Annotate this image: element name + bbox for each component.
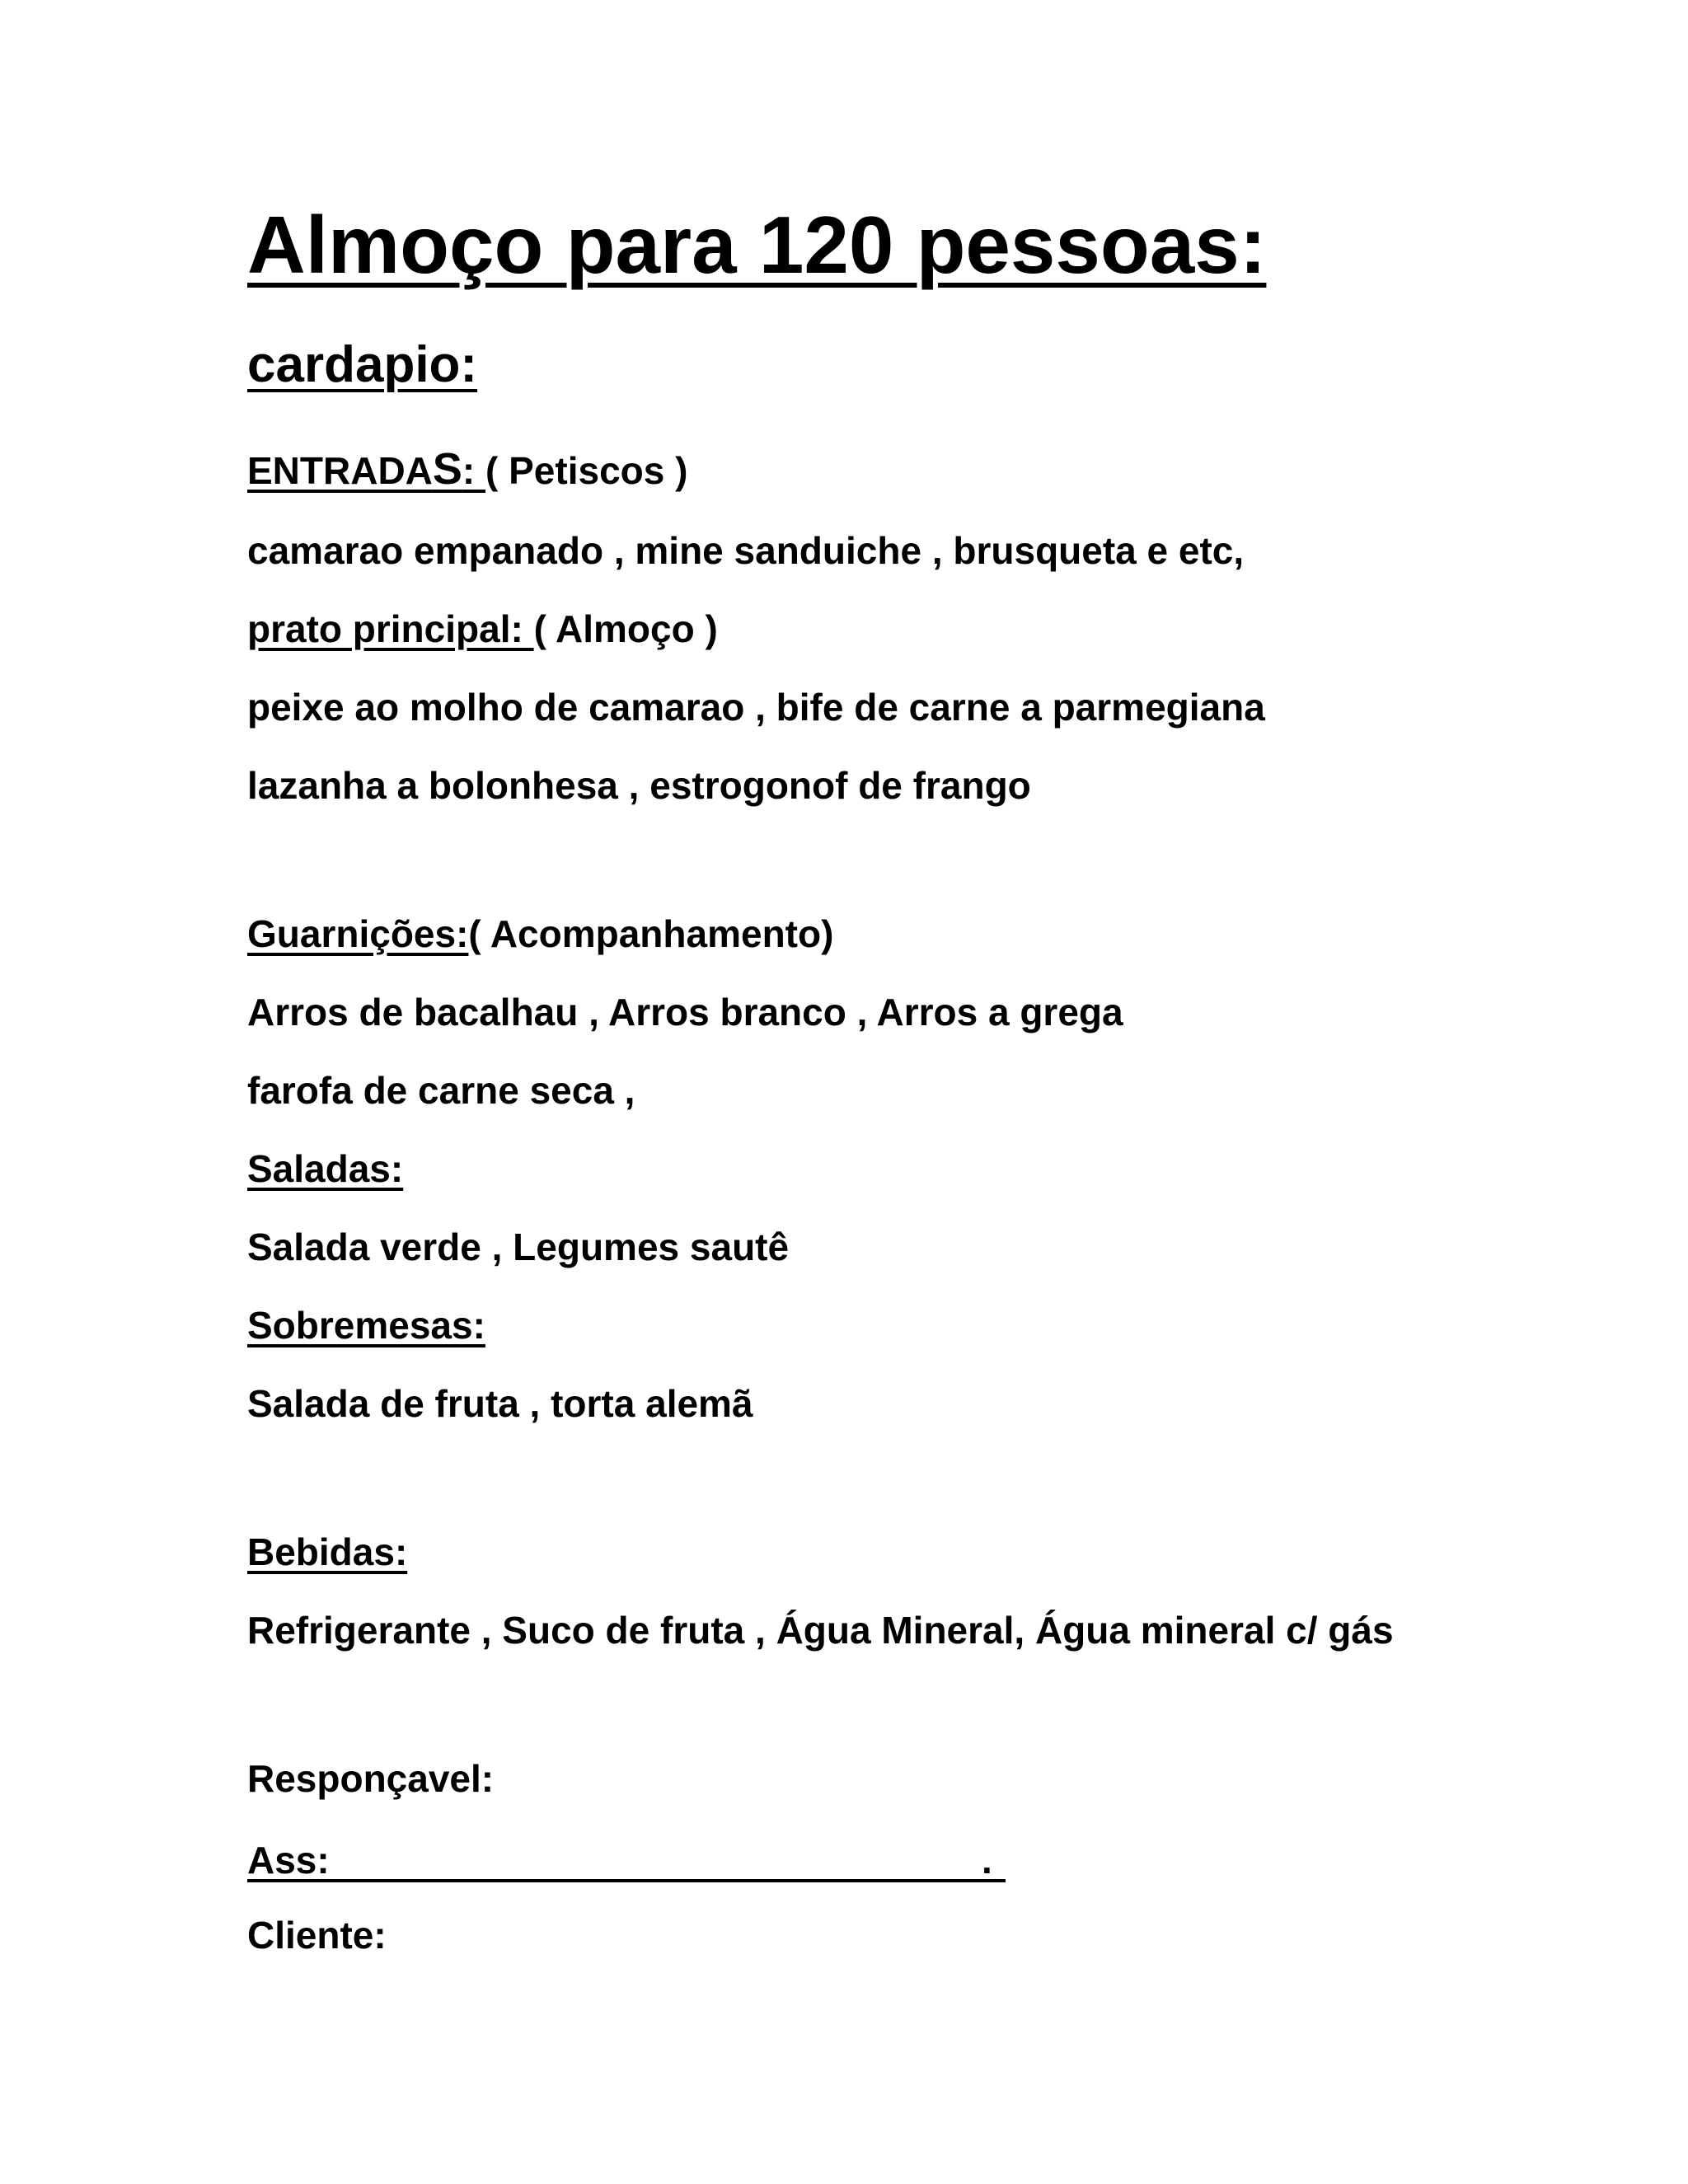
- entradas-note: ( Petiscos ): [485, 449, 688, 492]
- entradas-items: camarao empanado , mine sanduiche , brusqueta e etc,: [247, 529, 1245, 572]
- cliente-label: Cliente:: [247, 1914, 387, 1957]
- page-subtitle: cardapio:: [247, 336, 478, 393]
- guarnicoes-line-1: Arros de bacalhau , Arros branco , Arros a grega: [247, 991, 1123, 1033]
- guarnicoes-note: ( Acompanhamento): [468, 912, 834, 955]
- bebidas-items: Refrigerante , Suco de fruta , Água Mineral, Água mineral c/ gás: [247, 1609, 1394, 1652]
- signature-blank: [330, 1841, 1006, 1882]
- saladas-items: Salada verde , Legumes sautê: [247, 1226, 790, 1268]
- prato-principal-note: ( Almoço ): [533, 607, 718, 650]
- guarnicoes-heading: [247, 912, 834, 955]
- ass-label: Ass:: [247, 1839, 330, 1882]
- bebidas-heading: [247, 1530, 408, 1573]
- guarnicoes-line-2: farofa de carne seca ,: [247, 1069, 635, 1112]
- saladas-heading: [247, 1147, 404, 1190]
- prato-principal-line-1: peixe ao molho de camarao , bife de carne a parmegiana: [247, 686, 1265, 729]
- sobremesas-label: Sobremesas:: [247, 1304, 485, 1347]
- prato-principal-line-2: lazanha a bolonhesa , estrogonof de frango: [247, 764, 1031, 807]
- responsavel-label: Responçavel:: [247, 1757, 495, 1800]
- ass-end: .: [981, 1839, 992, 1882]
- entradas-label: ENTRADAS:: [247, 444, 486, 494]
- signature-line: [247, 1838, 1006, 1882]
- entradas-heading: [247, 444, 688, 494]
- guarnicoes-label: Guarnições:: [247, 912, 469, 955]
- prato-principal-heading: [247, 607, 718, 650]
- bebidas-label: Bebidas:: [247, 1530, 408, 1573]
- saladas-label: Saladas:: [247, 1147, 404, 1190]
- sobremesas-heading: [247, 1304, 485, 1347]
- page-title: Almoço para 120 pessoas:: [247, 199, 1267, 290]
- prato-principal-label: prato principal:: [247, 607, 534, 650]
- sobremesas-items: Salada de fruta , torta alemã: [247, 1382, 753, 1425]
